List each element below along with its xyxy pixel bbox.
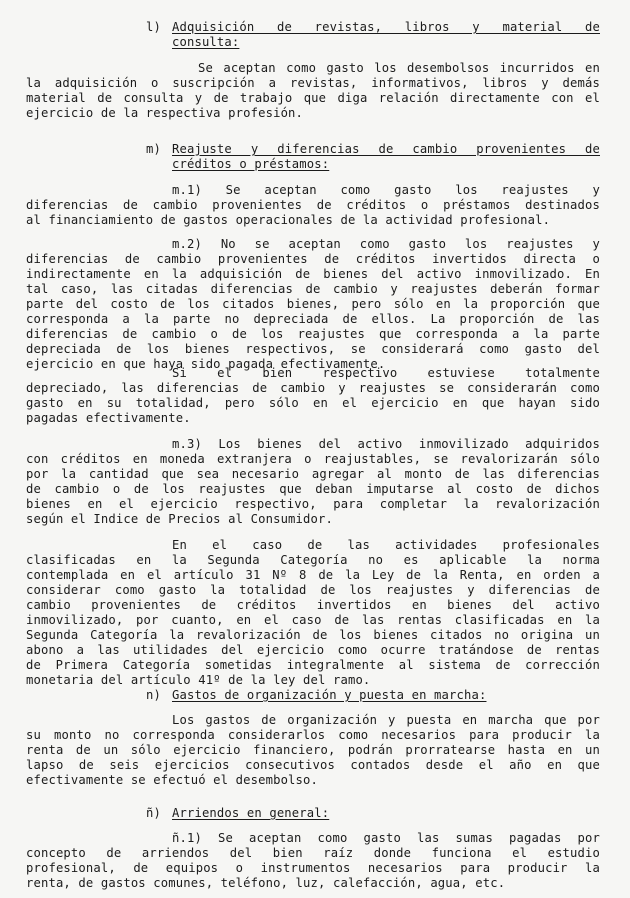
- section-nn-marker: ñ): [146, 806, 161, 820]
- section-m-p4-line: según el Indice de Precios al Consumidor.: [26, 512, 333, 526]
- section-m-p5-line: Segunda Categoría la revalorización de los bienes citados no origina un: [26, 628, 600, 642]
- section-n-line: efectivamente se efectuó el desembolso.: [26, 773, 319, 787]
- section-n-line: renta de un sólo ejercicio financiero, podrán prorratearse hasta en un: [26, 743, 600, 757]
- section-m-p3-line: Si el bien respectivo estuviese totalmente: [172, 366, 600, 380]
- section-nn-line: profesional, de equipos o instrumentos necesarios para producir la: [26, 861, 600, 875]
- section-m-p4-line: por la cantidad que sea necesario agregar al monto de las diferencias: [26, 467, 600, 481]
- section-m-p5-line: contemplada en el artículo 31 Nº 8 de la Ley de la Renta, en orden a: [26, 568, 600, 582]
- section-m-marker: m): [146, 142, 161, 156]
- section-m-p2-line: parte del costo de los citados bienes, pero sólo en la proporción que: [26, 297, 600, 311]
- section-n-line: Los gastos de organización y puesta en marcha que por: [172, 713, 600, 727]
- section-n-heading: Gastos de organización y puesta en marcha:: [172, 688, 487, 702]
- section-m-p5-line: En el caso de las actividades profesionales: [172, 538, 600, 552]
- section-m-p3-line: pagadas efectivamente.: [26, 411, 191, 425]
- section-m-p3-line: depreciado, las diferencias de cambio y reajustes se considerarán como: [26, 381, 600, 395]
- section-l-heading-line2: consulta:: [172, 35, 240, 49]
- section-m-p2-line: diferencias de cambio provenientes de créditos invertidos directa o: [26, 252, 600, 266]
- section-n-line: su monto no corresponda considerarlos como necesarios para producir la: [26, 728, 600, 742]
- section-m-p1-line: m.1) Se aceptan como gasto los reajustes y: [172, 183, 600, 197]
- section-n-marker: n): [146, 688, 161, 702]
- section-m-p2-line: ejercicio en que haya sido pagada efectivamente.: [26, 357, 386, 371]
- section-l-line: material de consulta y de trabajo que diga relación directamente con el: [26, 91, 600, 105]
- section-nn-line: ñ.1) Se aceptan como gasto las sumas pagadas por: [172, 831, 600, 845]
- section-m-p1-line: diferencias de cambio provenientes de créditos o préstamos destinados: [26, 198, 600, 212]
- section-m-heading-line2: créditos o préstamos:: [172, 157, 330, 171]
- section-m-p5-line: inmovilizado, por cuanto, en el caso de las rentas clasificadas en la: [26, 613, 600, 627]
- section-m-p2-line: m.2) No se aceptan como gasto los reajustes y: [172, 237, 600, 251]
- section-l-line: ejercicio de la respectiva profesión.: [26, 106, 304, 120]
- section-m-p4-line: con créditos en moneda extranjera o reajustables, se revalorizarán sólo: [26, 452, 600, 466]
- section-m-p4-line: de cambio o de los reajustes que deban imputarse al costo de dichos: [26, 482, 600, 496]
- section-m-p1-line: al financiamiento de gastos operacionales de la actividad profesional.: [26, 213, 551, 227]
- section-m-heading-line1: Reajuste y diferencias de cambio provenientes de: [172, 142, 600, 156]
- section-m-p5-line: clasificadas en la Segunda Categoría no es aplicable la norma: [26, 553, 600, 567]
- section-m-p5-line: considerar como gasto la totalidad de los reajustes y diferencias de: [26, 583, 600, 597]
- section-n-line: lapso de seis ejercicios consecutivos contados desde el año en que: [26, 758, 600, 772]
- section-m-p2-line: corresponda a la parte no depreciada de ellos. La proporción de las: [26, 312, 600, 326]
- section-nn-line: concepto de arriendos del bien raíz donde funciona el estudio: [26, 846, 600, 860]
- section-m-p2-line: tal caso, las citadas diferencias de cambio y reajustes deberán formar: [26, 282, 600, 296]
- section-l-line: la adquisición o suscripción a revistas, informativos, libros y demás: [26, 76, 600, 90]
- section-l-line: Se aceptan como gasto los desembolsos incurridos en: [198, 61, 600, 75]
- section-m-p3-line: gasto en su totalidad, pero sólo en el ejercicio en que hayan sido: [26, 396, 600, 410]
- section-l-heading-line1: Adquisición de revistas, libros y material de: [172, 20, 600, 34]
- section-m-p4-line: bienes en el ejercicio respectivo, para completar la revalorización: [26, 497, 600, 511]
- section-m-p2-line: indirectamente en la adquisición de bienes del activo inmovilizado. En: [26, 267, 600, 281]
- section-l-marker: l): [146, 20, 161, 34]
- section-m-p5-line: de Primera Categoría sometidas integralmente al sistema de corrección: [26, 658, 600, 672]
- section-m-p2-line: diferencias de cambio o de los reajustes que corresponda a la parte: [26, 327, 600, 341]
- section-m-p4-line: m.3) Los bienes del activo inmovilizado adquiridos: [172, 437, 600, 451]
- section-m-p5-line: cambio provenientes de créditos invertidos en bienes del activo: [26, 598, 600, 612]
- section-m-p5-line: abono a las utilidades del ejercicio como ocurre tratándose de rentas: [26, 643, 600, 657]
- section-m-p5-line: monetaria del artículo 41º de la ley del ramo.: [26, 673, 371, 687]
- section-nn-line: renta, de gastos comunes, teléfono, luz, calefacción, agua, etc.: [26, 876, 506, 890]
- section-nn-heading: Arriendos en general:: [172, 806, 330, 820]
- section-m-p2-line: depreciada de los bienes respectivos, se considerará como gasto del: [26, 342, 600, 356]
